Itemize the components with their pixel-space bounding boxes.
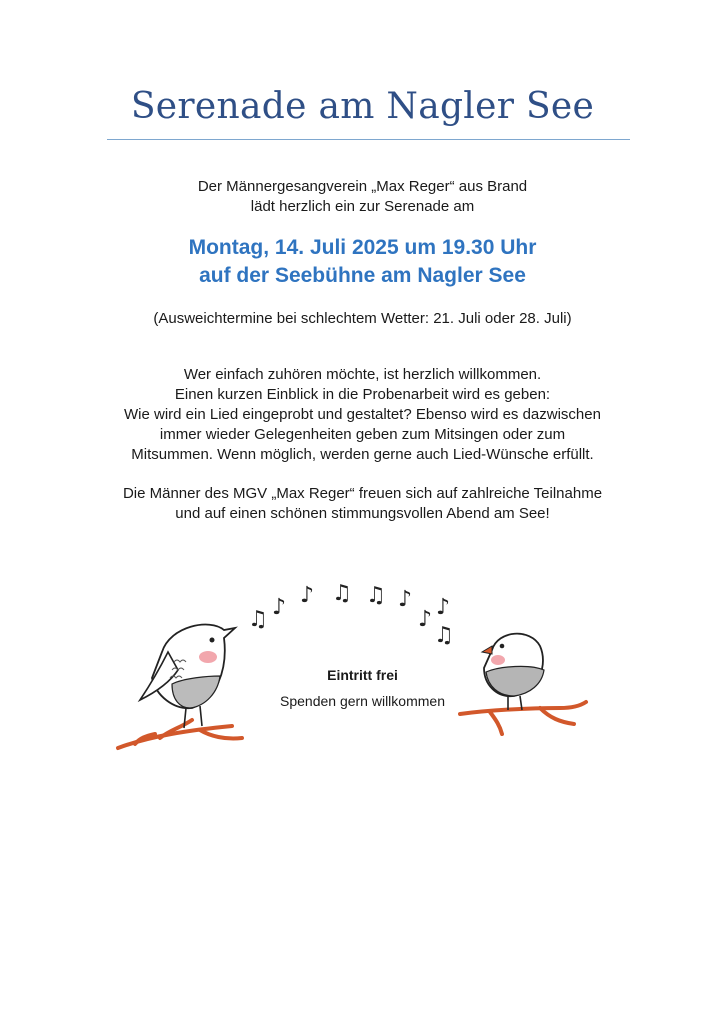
svg-text:♪: ♪ xyxy=(418,607,433,632)
svg-text:♫: ♫ xyxy=(332,581,352,606)
left-branch-icon xyxy=(118,720,242,748)
svg-text:♫: ♫ xyxy=(366,583,386,608)
birds-illustration xyxy=(100,560,620,760)
body-line: Einen kurzen Einblick in die Probenarbeit wird es geben: xyxy=(174,386,551,403)
admission-note: Spenden gern willkommen xyxy=(280,693,445,709)
page-title: Serenade am Nagler See xyxy=(130,86,595,127)
body-line: Die Männer des MGV „Max Reger“ freuen sich auf zahlreiche Teilnahme xyxy=(122,485,603,502)
svg-text:♪: ♪ xyxy=(300,583,315,608)
body-line: Wer einfach zuhören möchte, ist herzlich willkommen. xyxy=(183,366,542,383)
body-paragraph-2 xyxy=(0,484,725,524)
event-date-time: Montag, 14. Juli 2025 um 19.30 Uhr xyxy=(188,236,537,259)
body-line: Wie wird ein Lied eingeprobt und gestaltet? Ebenso wird es dazwischen xyxy=(124,406,601,423)
svg-text:♪: ♪ xyxy=(436,595,451,620)
intro-line: Der Männergesangverein „Max Reger“ aus Brand xyxy=(197,178,528,195)
event-details xyxy=(0,234,725,290)
admission-title: Eintritt frei xyxy=(327,667,398,683)
body-line: und auf einen schönen stimmungsvollen Abend am See! xyxy=(175,505,550,522)
svg-text:♫: ♫ xyxy=(434,623,454,648)
intro-line: lädt herzlich ein zur Serenade am xyxy=(250,198,475,215)
intro-text xyxy=(0,177,725,217)
body-line: immer wieder Gelegenheiten geben zum Mitsingen oder zum xyxy=(159,426,566,443)
alternative-dates: (Ausweichtermine bei schlechtem Wetter: 21. Juli oder 28. Juli) xyxy=(153,310,572,327)
body-paragraph-1 xyxy=(0,365,725,465)
svg-text:♪: ♪ xyxy=(398,587,413,612)
svg-text:♪: ♪ xyxy=(272,595,287,620)
svg-text:♫: ♫ xyxy=(248,607,268,632)
event-location: auf der Seebühne am Nagler See xyxy=(199,264,526,287)
title-divider xyxy=(107,139,630,140)
music-notes-icon xyxy=(248,581,454,648)
body-line: Mitsummen. Wenn möglich, werden gerne auch Lied-Wünsche erfüllt. xyxy=(131,446,594,463)
